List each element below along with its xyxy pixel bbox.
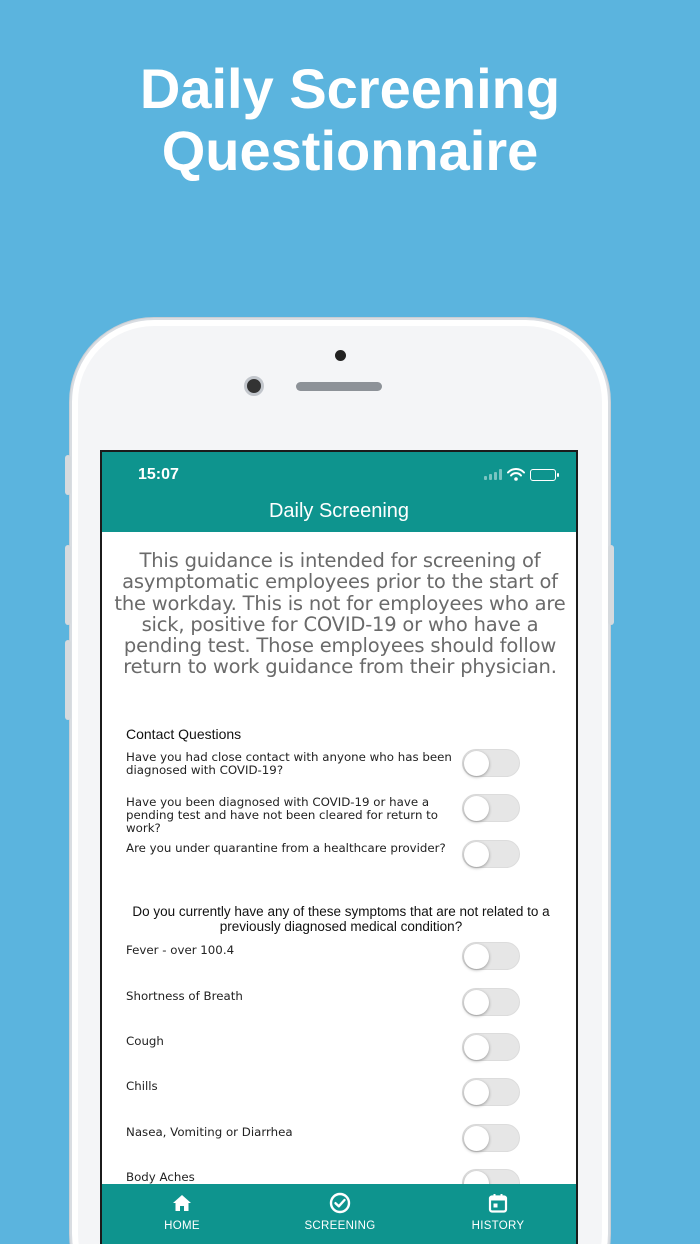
- cough-toggle[interactable]: [462, 1033, 520, 1061]
- symptom-label: Chills: [126, 1079, 158, 1093]
- body-aches-toggle[interactable]: [462, 1169, 520, 1184]
- phone-side-button: [65, 640, 71, 720]
- tab-home-label: HOME: [164, 1220, 200, 1232]
- toggle-knob: [464, 1035, 489, 1060]
- symptom-label: Fever - over 100.4: [126, 943, 235, 957]
- promo-title: [0, 58, 700, 182]
- toggle-knob: [464, 944, 489, 969]
- quarantine-toggle[interactable]: [462, 840, 520, 868]
- symptom-label: Cough: [126, 1034, 164, 1048]
- status-bar: [102, 452, 576, 496]
- toggle-knob: [464, 751, 489, 776]
- symptom-label: Body Aches: [126, 1170, 195, 1184]
- diagnosed-toggle[interactable]: [462, 794, 520, 822]
- bottom-tab-bar: [102, 1184, 576, 1244]
- fever-toggle[interactable]: [462, 942, 520, 970]
- promo-title-line1: Daily Screening: [139, 57, 561, 120]
- close-contact-toggle[interactable]: [462, 749, 520, 777]
- battery-charging-icon: [530, 469, 556, 481]
- symptom-label: Nasea, Vomiting or Diarrhea: [126, 1125, 293, 1139]
- toggle-knob: [464, 990, 489, 1015]
- check-circle-icon: [329, 1192, 351, 1214]
- toggle-knob: [464, 1126, 489, 1151]
- tab-screening[interactable]: [280, 1192, 400, 1234]
- home-icon: [171, 1192, 193, 1214]
- sensor-dot: [335, 350, 346, 361]
- question-label: Have you been diagnosed with COVID-19 or have a pending test and have not been cleared for return to work?: [126, 795, 439, 835]
- calendar-icon: [487, 1192, 509, 1214]
- tab-screening-label: SCREENING: [304, 1220, 376, 1232]
- promo-title-line2: Questionnaire: [161, 119, 539, 182]
- toggle-knob: [464, 796, 489, 821]
- status-time: 15:07: [138, 466, 179, 483]
- tab-home[interactable]: [122, 1192, 242, 1234]
- front-camera: [244, 376, 264, 396]
- screening-content[interactable]: [102, 532, 576, 1184]
- toggle-knob: [464, 842, 489, 867]
- phone-side-button: [608, 545, 614, 625]
- toggle-knob: [464, 1171, 489, 1184]
- symptoms-title: Do you currently have any of these symptoms that are not related to a previously diagnosed medical condition?: [132, 904, 550, 934]
- guidance-text: This guidance is intended for screening of asymptomatic employees prior to the start of the workday. This is not for employees who are sick, positive for COVID-19 or who have a pending test. Those employees should follow return to work guidance from their physician.: [114, 549, 566, 679]
- question-label: Are you under quarantine from a healthcare provider?: [126, 841, 446, 855]
- toggle-knob: [464, 1080, 489, 1105]
- wifi-icon: [507, 468, 525, 481]
- question-label: Have you had close contact with anyone who has been diagnosed with COVID-19?: [126, 750, 452, 777]
- app-screen: [100, 450, 578, 1244]
- shortness-of-breath-toggle[interactable]: [462, 988, 520, 1016]
- nausea-toggle[interactable]: [462, 1124, 520, 1152]
- contact-questions-title: Contact Questions: [126, 726, 242, 742]
- phone-side-button: [65, 455, 71, 495]
- app-bar: [102, 496, 576, 532]
- signal-icon: [484, 469, 502, 480]
- app-bar-title: Daily Screening: [268, 500, 410, 522]
- chills-toggle[interactable]: [462, 1078, 520, 1106]
- earpiece-speaker: [296, 382, 382, 391]
- phone-side-button: [65, 545, 71, 625]
- symptom-label: Shortness of Breath: [126, 989, 243, 1003]
- tab-history[interactable]: [438, 1192, 558, 1234]
- tab-history-label: HISTORY: [471, 1220, 525, 1232]
- status-icons: [484, 468, 556, 481]
